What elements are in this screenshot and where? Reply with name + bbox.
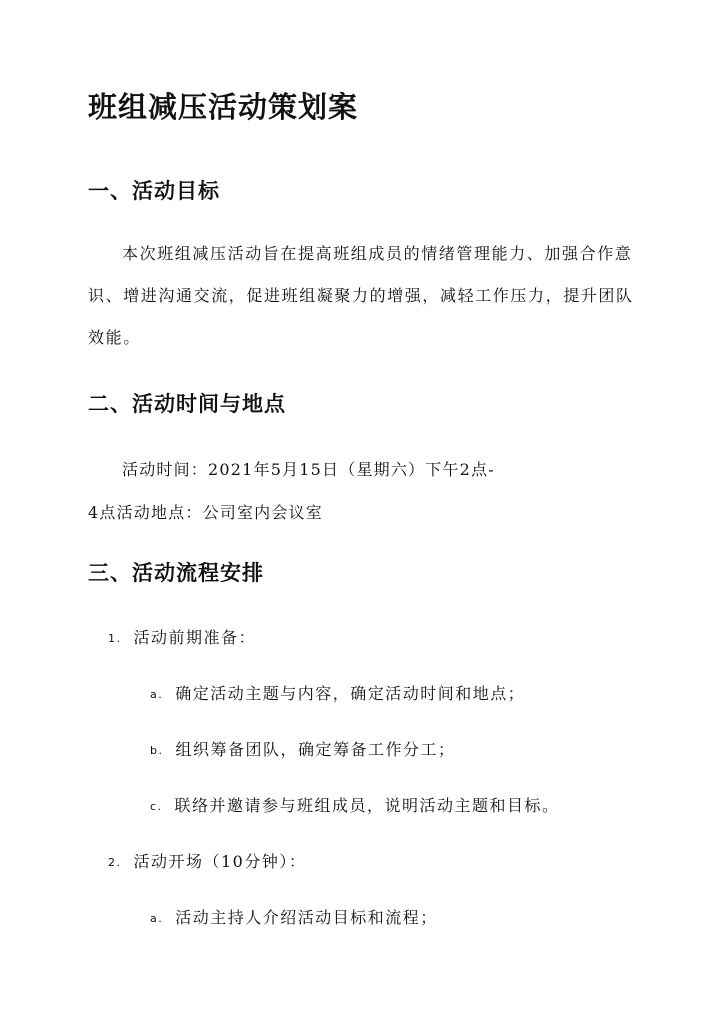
section-heading-goals: 一、活动目标	[88, 179, 220, 203]
document-title: 班组减压活动策划案	[88, 90, 359, 124]
list-item-text: 活动开场（10分钟）：	[133, 852, 307, 871]
goals-paragraph: 本次班组减压活动旨在提高班组成员的情绪管理能力、加强合作意识、增进沟通交流，促进班组凝聚力的增强，减轻工作压力，提升团队效能。	[88, 244, 634, 347]
list-marker: a.	[150, 688, 164, 701]
list-item	[150, 905, 438, 928]
list-marker: a.	[150, 912, 164, 925]
list-item	[108, 625, 256, 648]
list-marker: c.	[150, 800, 163, 813]
place-line: 4点活动地点：公司室内会议室	[88, 503, 323, 522]
list-item-text: 组织筹备团队，确定筹备工作分工；	[175, 740, 456, 759]
time-line: 活动时间：2021年5月15日（星期六）下午2点-	[122, 460, 495, 479]
section-heading-time-place: 二、活动时间与地点	[88, 392, 286, 416]
list-marker: b.	[150, 744, 164, 757]
list-item	[108, 849, 306, 872]
section-heading-process: 三、活动流程安排	[88, 561, 264, 585]
list-item-text: 活动前期准备：	[133, 628, 257, 647]
list-item-text: 确定活动主题与内容，确定活动时间和地点；	[175, 684, 526, 703]
list-marker: 1.	[108, 632, 122, 645]
list-item-text: 活动主持人介绍活动目标和流程；	[175, 908, 438, 927]
list-marker: 2.	[108, 856, 122, 869]
list-item-text: 联络并邀请参与班组成员，说明活动主题和目标。	[174, 796, 560, 815]
list-item	[150, 681, 525, 704]
list-item	[150, 793, 560, 816]
list-item	[150, 737, 456, 760]
